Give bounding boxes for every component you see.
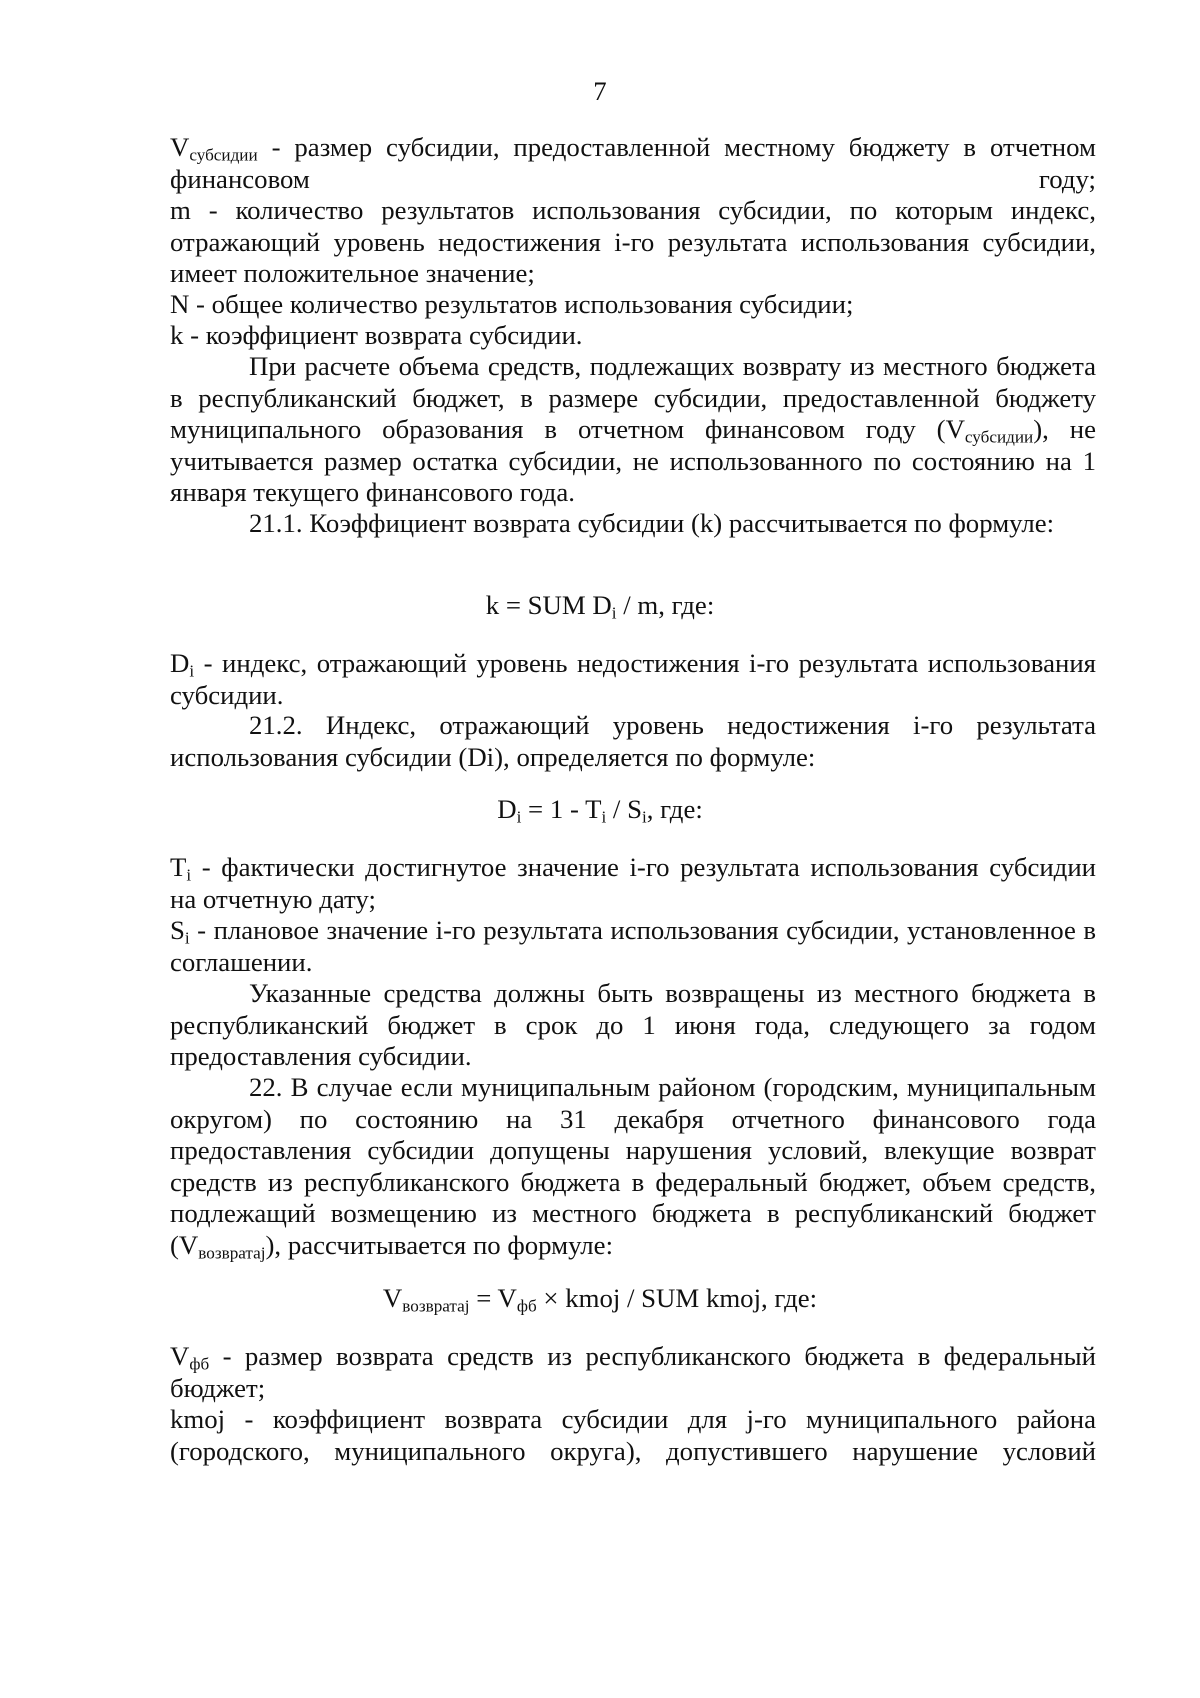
formula-text: / m, где:: [616, 590, 715, 620]
symbol: D: [170, 648, 190, 678]
formula-v-return: [0, 1283, 1200, 1315]
definition-text: - индекс, отражающий уровень недостижения i-го результата использования субсидии.: [170, 648, 1096, 710]
definition-text: - размер субсидии, предоставленной местному бюджету в отчетном финансовом году;: [170, 132, 1096, 194]
definition-text: - общее количество результатов использования субсидии;: [189, 289, 854, 319]
symbol: m: [170, 195, 191, 225]
definition-k: [170, 320, 1096, 352]
definition-si: [170, 915, 1096, 978]
formula-text: × kmoj / SUM kmoj, где:: [536, 1283, 818, 1313]
formula-text: = V: [469, 1283, 517, 1313]
formula-subscript: i: [601, 807, 607, 827]
symbol: S: [170, 915, 185, 945]
symbol-subscript: возвратаj: [198, 1242, 266, 1262]
symbol: kmoj: [170, 1404, 226, 1434]
symbol: k: [170, 320, 184, 350]
symbol-subscript: i: [186, 865, 192, 885]
definition-kmoj: [170, 1404, 1096, 1467]
formula-k: [0, 590, 1200, 622]
formula-subscript: i: [611, 603, 617, 623]
formula-subscript: фб: [516, 1296, 537, 1316]
definition-text: - количество результатов использования субсидии, по которым индекс, отражающий уровень недостижения i-го результата использования субсидии, имеет положительное значение;: [170, 195, 1096, 288]
paragraph-calculation-note: [170, 351, 1096, 509]
symbol-subscript: субсидии: [964, 427, 1034, 447]
page-number: 7: [593, 76, 607, 106]
paragraph-text: ), не учитывается размер остатка субсидии, не использованного по состоянию на 1 января текущего финансового года.: [170, 414, 1096, 507]
symbol-subscript: фб: [189, 1354, 210, 1374]
definition-text: - размер возврата средств из республиканского бюджета в федеральный бюджет;: [170, 1341, 1096, 1403]
paragraph-text: ), рассчитывается по формуле:: [265, 1229, 614, 1260]
paragraph-text: 22. В случае если муниципальным районом (городским, муниципальным округом) по состоянию на 31 декабря отчетного финансового года предоставления субсидии допущены нарушения условий, влекущие возврат средств из республиканского бюджета в федеральный бюджет, объем средств, подлежащий возмещению из местного бюджета в республиканский бюджет (V: [170, 1072, 1096, 1260]
definition-text: - плановое значение i-го результата использования субсидии, установленное в соглашении.: [170, 915, 1096, 977]
symbol: N: [170, 289, 190, 319]
formula-text: = 1 - T: [521, 794, 602, 824]
definition-m: [170, 195, 1096, 290]
formula-text: / S: [606, 794, 642, 824]
formula-subscript: i: [641, 807, 647, 827]
definition-ti: [170, 852, 1096, 915]
symbol-subscript: i: [189, 661, 195, 681]
symbol: V: [170, 132, 190, 162]
formula-subscript: возвратаj: [402, 1296, 470, 1316]
definition-v-subsidy: [170, 132, 1096, 195]
formula-text: D: [497, 794, 517, 824]
symbol: V: [170, 1341, 190, 1371]
paragraph-return-deadline: Указанные средства должны быть возвращены из местного бюджета в республиканский бюджет в срок до 1 июня года, следующего за годом предоставления субсидии.: [170, 978, 1096, 1071]
definition-text: - коэффициент возврата субсидии для j-го муниципального района (городского, муниципального округа), допустившего нарушение условий: [170, 1404, 1096, 1466]
definition-n: [170, 289, 1096, 321]
symbol: T: [170, 852, 187, 882]
clause-21-2: 21.2. Индекс, отражающий уровень недостижения i-го результата использования субсидии (Di), определяется по формуле:: [170, 710, 1096, 772]
formula-subscript: i: [516, 807, 522, 827]
formula-text: V: [382, 1283, 403, 1313]
formula-d: [0, 794, 1200, 826]
definition-text: - коэффициент возврата субсидии.: [183, 320, 583, 350]
formula-text: k = SUM D: [485, 590, 612, 620]
clause-21-1: 21.1. Коэффициент возврата субсидии (k) рассчитывается по формуле:: [249, 508, 1055, 538]
symbol-subscript: субсидии: [189, 145, 258, 165]
clause-22: [170, 1072, 1096, 1261]
definition-di: [170, 648, 1096, 711]
definition-text: - фактически достигнутое значение i-го результата использования субсидии на отчетную дату;: [170, 852, 1096, 914]
definition-v-fb: [170, 1341, 1096, 1404]
formula-text: , где:: [646, 794, 703, 824]
symbol-subscript: i: [184, 928, 190, 948]
paragraph-text: При расчете объема средств, подлежащих возврату из местного бюджета в республиканский бюджет, в размере субсидии, предоставленной бюджету муниципального образования в отчетном финансовом году (V: [170, 351, 1096, 444]
